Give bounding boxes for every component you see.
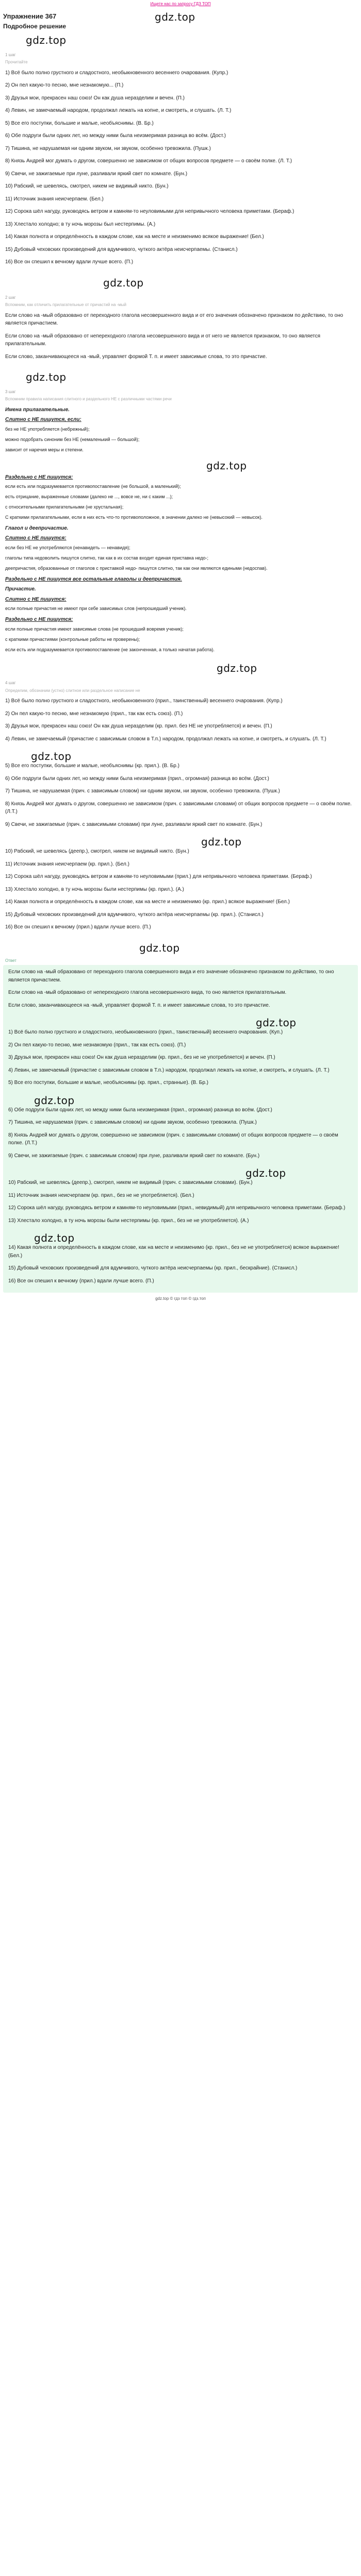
- analyzed-sentence: 7) Тишина, не нарушаемая (прич. с зависимым словом) ни одним звуком, ни звуком, особенно тревожила. (Пушк.): [5, 788, 280, 794]
- answer-sentence: 13) Хлестало холодно, в ту ночь морозы были нестерпимы (кр. прил., без не не употребляется). (А.): [8, 1217, 249, 1224]
- sentence: 14) Какая полнота и определённость в каждом слове, как на месте и неизменимо всякое выражение! (Бел.): [5, 234, 264, 240]
- rule-line: если есть или подразумевается противопоставление (не большой, а маленький);: [5, 484, 181, 489]
- top-link[interactable]: Ищете нас по запросу ГДЗ ТОП: [150, 2, 211, 6]
- watermark-logo: gdz.top: [155, 11, 195, 24]
- analyzed-sentence: 8) Князь Андрей мог думать о другом, совершенно не зависимом (прич. с зависимыми словами) от общих вопросов предмете — о своём полке. (Л.Т.): [5, 801, 352, 815]
- answer-sentence: 12) Сорока шёл нагуду, руководясь ветром и камням-то неуловимыми (прил., невидимый) для непривычного человека приметами. (Бераф.): [8, 1205, 346, 1211]
- watermark-logo: gdz.top: [245, 1167, 286, 1180]
- rule-subheading: Слитно с НЕ пишутся:: [5, 535, 67, 541]
- answer-label: Ответ: [5, 958, 17, 963]
- analyzed-sentence: 15) Дубовый чеховских произведений для вдумчивого, чуткого актёра неисчерпаемы (кр. прил.). (Станисл.): [5, 911, 264, 918]
- sentence: 5) Все его поступки, большие и малые, необъяснимы. (В. Бр.): [5, 120, 154, 126]
- answer-sentence: 15) Дубовый чеховских произведений для вдумчивого, чуткого актёра неисчерпаемы (кр. прил., бескрайние). (Станисл.): [8, 1265, 298, 1272]
- answer-sentence: 2) Он пел какую-то песню, мне незнакомую (прил., так как есть союз). (П.): [8, 1042, 186, 1048]
- rule-line: есть отрицание, выраженные словами (далеко не ..., вовсе не, ни с каким ...);: [5, 494, 173, 500]
- watermark-row: [0, 368, 361, 383]
- analyzed-sentence: 9) Свечи, не зажигаемые (прич. с зависимыми словами) при луне, разливали яркий свет по комнате. (Бун.): [5, 821, 262, 827]
- watermark-row: [5, 457, 356, 471]
- sentence: 9) Свечи, не зажигаемые при луне, разливали яркий свет по комнате. (Бун.): [5, 171, 188, 177]
- sentence: 16) Все он спешил к вечному вдали лучше всего. (П.): [5, 259, 134, 265]
- rule-line: если полные причастия имеют зависимые слова (не прошедший вовремя ученик);: [5, 626, 184, 632]
- sentence: 6) Обе подруги были одних лет, но между ними была неизмеримая разница во всём. (Дост.): [5, 133, 226, 139]
- sentence: 10) Рабский, не шевелясь, смотрел, никем не видимый никто. (Бун.): [5, 183, 169, 190]
- watermark-row: [0, 939, 361, 954]
- watermark-row: [0, 659, 361, 674]
- watermark-logo: gdz.top: [34, 1232, 75, 1245]
- rule-subheading: Раздельно с НЕ пишутся:: [5, 474, 73, 480]
- step-caption: Определим, обозначим (устно) слитное или раздельное написание не: [5, 688, 140, 693]
- analyzed-sentence: 11) Источник знания неисчерпаем (кр. прил.). (Бел.): [5, 861, 129, 867]
- answer-sentence: 7) Тишина, не нарушаемая (прич. с зависимым словом) ни одним звуком, особенно тревожила. (Пушк.): [8, 1120, 257, 1126]
- sentence: 15) Дубовый чеховских произведений для вдумчивого, чуткого актёра неисчерпаемы. (Станисл.): [5, 246, 238, 252]
- answer-sentence: 10) Рабский, не шевелясь (деепр.), смотрел, никем не видимый (прич. с зависимыми словами). (Бун.): [8, 1180, 253, 1186]
- analyzed-sentence: 12) Сорока шёл нагуду, руководясь ветром и камням-то неуловимыми (прил.) для непривычного человека приметами. (Бераф.): [5, 874, 312, 880]
- analyzed-sentence: 6) Обе подруги были одних лет, но между ними была неизмеримая (прил., огромная) разница во всём. (Дост.): [5, 775, 269, 782]
- answer-box: [3, 965, 358, 1293]
- rule-line: без не НЕ употребляется (небрежный);: [5, 426, 90, 432]
- answer-rule: Если слово на -мый образовано от непереходного глагола несовершенного вида, то оно является прилагательным.: [8, 990, 287, 996]
- watermark-logo: gdz.top: [256, 1016, 297, 1029]
- watermark-row: [8, 1014, 353, 1028]
- sentence: 3) Друзья мои, прекрасен наш союз! Он как душа неразделим и вечен. (П.): [5, 95, 185, 101]
- sentence: 7) Тишина, не нарушаемая ни одним звуком, ни звуком, особенно тревожила. (Пушк.): [5, 145, 211, 151]
- step-3: [0, 383, 361, 659]
- sentence: 13) Хлестало холодно; в ту ночь морозы был нестерпимы. (А.): [5, 221, 156, 227]
- analyzed-sentence: 5) Все его поступки, большие и малые, необъяснимы (кр. прил.). (В. Бр.): [5, 763, 179, 769]
- watermark-row: [0, 31, 361, 46]
- step-4: [0, 674, 361, 939]
- watermark-logo: gdz.top: [26, 33, 67, 46]
- rule-line: глаголы типа недоволить пишутся слитно, так как в их состав входит единая приставка недо-;: [5, 555, 208, 561]
- solution-title: Подробное решение: [3, 23, 67, 30]
- exercise-title: Упражнение 367: [3, 12, 57, 21]
- rule-heading: Глагол и деепричастие.: [5, 525, 69, 531]
- step-label: 1 шаг: [5, 52, 16, 57]
- answer-sentence: 3) Друзья мои, прекрасен наш союз! Он как душа неразделим (кр. прил., без не не употребляется) и вечен. (П.): [8, 1055, 275, 1061]
- rule-line: с относительными прилагательными (не хрустальная);: [5, 504, 124, 510]
- rule-heading: Причастие.: [5, 586, 36, 592]
- answer-rule: Если слово на -мый образовано от переходного глагола совершенного вида и его значение обозначено признаком по действию, то оно является причастием.: [8, 969, 334, 983]
- answer-sentence: 4) Левин, не замечаемый (причастие с зависимым словом в Т.п.) народом, продолжал лежать на копне, и смотреть, и слушать. (Л. Т.): [8, 1067, 330, 1073]
- rule-line: можно подобрать синоним без НЕ (немаленький — большой);: [5, 436, 140, 442]
- analyzed-sentence: 16) Все он спешил к вечному (прил.) вдали лучше всего. (П.): [5, 924, 151, 930]
- analyzed-sentence: 2) Он пел какую-то песню, мне незнакомую (прил., так как есть союз). (П.): [5, 710, 183, 717]
- watermark-logo: gdz.top: [34, 1094, 75, 1107]
- rule-line: если без НЕ не употребляются (ненавидеть — ненавидя);: [5, 545, 130, 550]
- sentence: 1) Всё было полно грустного и сладостного, необыкновенного весеннего очарования. (Купр.): [5, 70, 228, 76]
- analyzed-sentence: 13) Хлестало холодно, в ту ночь морозы были нестерпимы (кр. прил.). (А.): [5, 886, 184, 892]
- watermark-row: [0, 274, 361, 289]
- answer-sentence: 1) Всё было полно грустного и сладостного, необыкновенного (прил., таинственный) весеннего очарования. (Куп.): [8, 1029, 283, 1036]
- rule-subheading: Раздельно с НЕ пишутся:: [5, 617, 73, 623]
- answer-sentence: 11) Источник знания неисчерпаем (кр. прил., без не не употребляется). (Бел.): [8, 1192, 194, 1198]
- answer-sentence: 14) Какая полнота и определённость в каждом слове, как на месте и неизменимо (кр. прил., без не не употребляется) всякое выражение! (Бел.): [8, 1245, 339, 1259]
- watermark-row: [5, 748, 356, 762]
- sentence: 4) Левин, не замечаемый народом, продолжал лежать на копне, и смотреть, и слушать. (Л. Т.): [5, 108, 232, 114]
- step-label: 2 шаг: [5, 295, 16, 300]
- watermark-row: [8, 1092, 353, 1106]
- rule-line: деепричастия, образованные от глаголов с приставкой недо- пишутся слитно, так как они являются едиными (недоспав).: [5, 565, 268, 571]
- sentence: 11) Источник знания неисчерпаем. (Бел.): [5, 196, 104, 202]
- answer-sentence: 8) Князь Андрей мог думать о другом, совершенно не зависимом (прич. с зависимыми словами) от общих вопросов предмете — о своём полке. (Л.Т.): [8, 1132, 338, 1146]
- rule-paragraph: Если слово на -мый образовано от непереходного глагола несовершенного вида и от него не является признаком, то оно является прилагательным.: [5, 333, 321, 347]
- analyzed-sentence: 1) Всё было полно грустного и сладостного, необыкновенного (прил., таинственный) весеннего очарования. (Купр.): [5, 698, 283, 704]
- watermark-logo: gdz.top: [201, 836, 242, 849]
- sentence: 2) Он пел какую-то песню, мне незнакомую... (П.): [5, 82, 124, 89]
- answer-sentence: 6) Обе подруги были одних лет, но между ними была неизмеримая (прил., огромная) разница во всём. (Дост.): [8, 1107, 272, 1113]
- rule-heading: Имена прилагательные.: [5, 406, 70, 413]
- step-caption: Вспомним, как отличить прилагательные от причастий на -мый: [5, 302, 127, 308]
- watermark-logo: gdz.top: [31, 750, 72, 763]
- watermark-logo: gdz.top: [217, 662, 257, 675]
- rule-subheading: Слитно с НЕ пишутся:: [5, 596, 67, 602]
- step-1: [0, 46, 361, 274]
- header: [0, 7, 361, 24]
- analyzed-sentence: 14) Какая полнота и определённость в каждом слове, как на месте и неизменимо (кр. прил.) всякое выражение! (Бел.): [5, 899, 290, 905]
- rule-line: если полные причастия не имеют при себе зависимых слов (непрошедший ученик).: [5, 606, 187, 612]
- step-2: [0, 289, 361, 368]
- sentence: 12) Сорока шёл нагуду, руководясь ветром и камням-то неуловимыми для непривычного человека приметами. (Бераф.): [5, 209, 294, 215]
- step-caption: Вспомним правила написания слитного и раздельного НЕ с различными частями речи: [5, 397, 172, 402]
- rule-line: зависит от наречия меры и степени.: [5, 447, 84, 452]
- watermark-logo: gdz.top: [103, 276, 144, 289]
- watermark-logo: gdz.top: [139, 941, 180, 954]
- answer-sentence: 5) Все его поступки, большие и малые, необъяснимы (кр. прил., странные). (В. Бр.): [8, 1080, 208, 1086]
- sentence: 8) Князь Андрей мог думать о другом, совершенно не зависимом от общих вопросов предмете — о своём полке. (Л. Т.): [5, 158, 292, 164]
- step-caption: Прочитайте: [5, 60, 28, 65]
- rule-line: если есть или подразумевается противопоставление (не законченная, а только начатая работа).: [5, 647, 215, 652]
- watermark-row: [8, 1164, 353, 1179]
- analyzed-sentence: 10) Рабский, не шевелясь (деепр.), смотрел, никем не видимый никто. (Бун.): [5, 849, 189, 855]
- rule-subheading: Слитно с НЕ пишутся, если:: [5, 417, 81, 423]
- step-label: 4 шаг: [5, 681, 16, 686]
- watermark-row: [5, 833, 356, 848]
- rule-line: С краткими прилагательными, если в них есть что-то противоположное, в значении далеко не (невысокий — невысок).: [5, 514, 263, 520]
- watermark-logo: gdz.top: [26, 371, 67, 384]
- answer-sentence: 9) Свечи, не зажигаемые (прич. с зависимым словом) при луне, разливали яркий свет по комнате. (Бун.): [8, 1153, 260, 1159]
- rule-subheading: Раздельно с НЕ пишутся все остальные глаголы и деепричастия.: [5, 576, 182, 582]
- watermark-row: [8, 1229, 353, 1244]
- footer: gdz.top © гдз топ © гдз.топ: [155, 1296, 206, 1301]
- watermark-logo: gdz.top: [206, 459, 247, 472]
- analyzed-sentence: 4) Левин, не замечаемый (причастие с зависимым словом в Т.п.) народом, продолжал лежать на копне, и смотреть, и слушать. (Л. Т.): [5, 736, 326, 742]
- answer-rule: Если слово, заканчивающееся на -мый, управляет формой Т. п. и имеет зависимые слова, то это причастие.: [8, 1002, 270, 1008]
- rule-line: с краткими причастиями (контрольные работы не проверены);: [5, 636, 140, 642]
- step-label: 3 шаг: [5, 389, 16, 395]
- answer-sentence: 16) Все он спешил к вечному (прил.) вдали лучше всего. (П.): [8, 1278, 154, 1284]
- rule-paragraph: Если слово на -мый образовано от переходного глагола несовершенного вида и от его значения обозначено признаком по действию, то оно является причастием.: [5, 312, 343, 327]
- analyzed-sentence: 3) Друзья мои, прекрасен наш союз! Он как душа неразделим (кр. прил. без НЕ не употребляется) и вечен. (П.): [5, 723, 272, 730]
- rule-paragraph: Если слово, заканчивающееся на -мый, управляет формой Т. п. и имеет зависимые слова, то это причастие.: [5, 353, 267, 360]
